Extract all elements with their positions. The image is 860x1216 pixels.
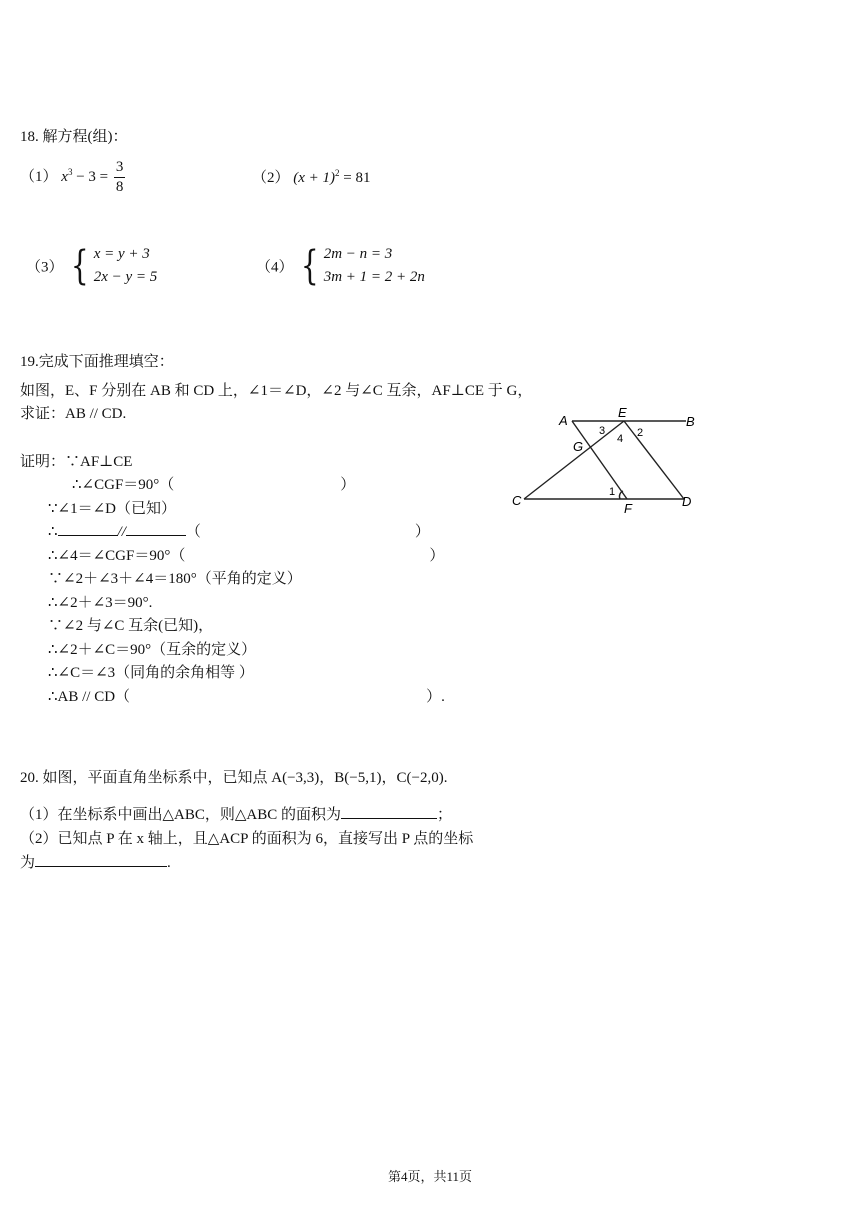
proof-line-4 bbox=[48, 544, 444, 565]
q18-p2-rest: = 81 bbox=[339, 170, 371, 186]
brace-icon: { bbox=[71, 243, 89, 289]
label-D: D bbox=[682, 494, 692, 509]
line-ed bbox=[624, 421, 684, 499]
brace-icon: { bbox=[301, 243, 319, 289]
q18-p4-eq1: 2m − n = 3 bbox=[323, 246, 393, 262]
q20-sub2: （2）已知点 P 在 x 轴上，且△ACP 的面积为 6，直接写出 P 点的坐标 bbox=[20, 831, 474, 847]
q20-s1-end: ； bbox=[437, 807, 453, 823]
answer-blank[interactable] bbox=[35, 852, 167, 867]
q20-title: 20. 如图，平面直角坐标系中，已知点 A(−3,3)，B(−5,1)，C(−2,0). bbox=[20, 770, 448, 786]
q18-p4-system bbox=[297, 243, 425, 289]
proof-l4-text: ∴∠4＝∠CGF＝90°（ bbox=[48, 548, 186, 564]
q18-part1 bbox=[20, 160, 127, 195]
q18-p3-eq2: 2x − y = 5 bbox=[93, 269, 158, 285]
q18-p4-eq2: 3m + 1 = 2 + 2n bbox=[323, 269, 425, 285]
proof-line-3 bbox=[48, 520, 430, 541]
label-angle-2: 2 bbox=[637, 427, 644, 439]
q20-sub2-cont bbox=[20, 851, 171, 872]
q18-p1-fraction bbox=[114, 160, 126, 195]
page-number: 第4页，共11页 bbox=[387, 1169, 473, 1184]
label-B: B bbox=[686, 414, 695, 429]
geometry-figure bbox=[500, 405, 710, 515]
q18-p3-system bbox=[67, 243, 158, 289]
proof-l4-close: ） bbox=[429, 548, 445, 564]
q18-p1-exp: 3 bbox=[67, 166, 73, 177]
proof-line-1 bbox=[72, 473, 355, 494]
q19-statement: 如图，E、F 分别在 AB 和 CD 上，∠1＝∠D，∠2 与∠C 互余，AF⊥CE 于 G， bbox=[20, 383, 533, 399]
proof-line-2: ∵∠1＝∠D（已知） bbox=[48, 501, 177, 517]
q18-p1-rest: − 3 = bbox=[72, 168, 109, 185]
q18-p1-den: 8 bbox=[115, 179, 124, 195]
answer-blank[interactable] bbox=[58, 521, 118, 536]
q19-title: 19.完成下面推理填空： bbox=[20, 354, 174, 370]
proof-line-5: ∵∠2＋∠3＋∠4＝180°（平角的定义） bbox=[48, 571, 302, 587]
proof-line-7: ∵∠2 与∠C 互余(已知)， bbox=[48, 618, 214, 634]
q18-p1-label: （1） bbox=[20, 168, 58, 185]
proof-l3-therefore: ∴ bbox=[48, 524, 58, 540]
proof-line-9: ∴∠C＝∠3（同角的余角相等 ） bbox=[48, 665, 254, 681]
label-E: E bbox=[618, 405, 627, 420]
q18-title: 18. 解方程(组)： bbox=[20, 129, 128, 145]
q19-prove: 求证：AB // CD. bbox=[20, 406, 127, 422]
label-F: F bbox=[624, 501, 632, 515]
q18-p1-var: x bbox=[61, 168, 68, 185]
label-C: C bbox=[512, 493, 522, 508]
proof-l3-open: （ bbox=[185, 524, 201, 540]
proof-l10-close: ）. bbox=[426, 689, 445, 705]
q18-part2 bbox=[252, 166, 371, 187]
proof-line-0: 证明：∵AF⊥CE bbox=[20, 454, 133, 470]
q18-p4-label: （4） bbox=[256, 259, 294, 276]
q18-p2-lhs: (x + 1) bbox=[293, 170, 336, 186]
label-G: G bbox=[573, 439, 584, 454]
q18-p2-label: （2） bbox=[252, 170, 290, 186]
q20-s1-text: （1）在坐标系中画出△ABC，则△ABC 的面积为 bbox=[20, 807, 342, 823]
proof-line-10 bbox=[48, 685, 445, 706]
proof-l3-close: ） bbox=[414, 524, 430, 540]
proof-l1-close: ） bbox=[340, 477, 356, 493]
proof-line-6: ∴∠2＋∠3＝90°. bbox=[48, 595, 153, 611]
answer-blank[interactable] bbox=[126, 521, 186, 536]
proof-l3-parallel: // bbox=[117, 524, 126, 540]
proof-l1-text: ∴∠CGF＝90°（ bbox=[72, 477, 175, 493]
label-angle-4: 4 bbox=[617, 433, 624, 445]
q18-p3-label: （3） bbox=[26, 259, 64, 276]
q20-sub1 bbox=[20, 803, 452, 824]
proof-line-8: ∴∠2＋∠C＝90°（互余的定义） bbox=[48, 642, 257, 658]
label-A: A bbox=[559, 413, 568, 428]
q18-p1-num: 3 bbox=[114, 160, 126, 178]
q18-part3 bbox=[26, 243, 158, 289]
q18-p2-exp: 2 bbox=[335, 168, 340, 178]
q20-s2-end: . bbox=[167, 855, 171, 871]
answer-blank[interactable] bbox=[341, 804, 437, 819]
label-angle-3: 3 bbox=[599, 425, 606, 437]
label-angle-1: 1 bbox=[609, 486, 616, 498]
proof-l10-text: ∴AB // CD（ bbox=[48, 689, 131, 705]
q18-p3-eq1: x = y + 3 bbox=[93, 246, 150, 262]
q18-part4 bbox=[256, 243, 425, 289]
q20-s2-wei: 为 bbox=[20, 855, 36, 871]
